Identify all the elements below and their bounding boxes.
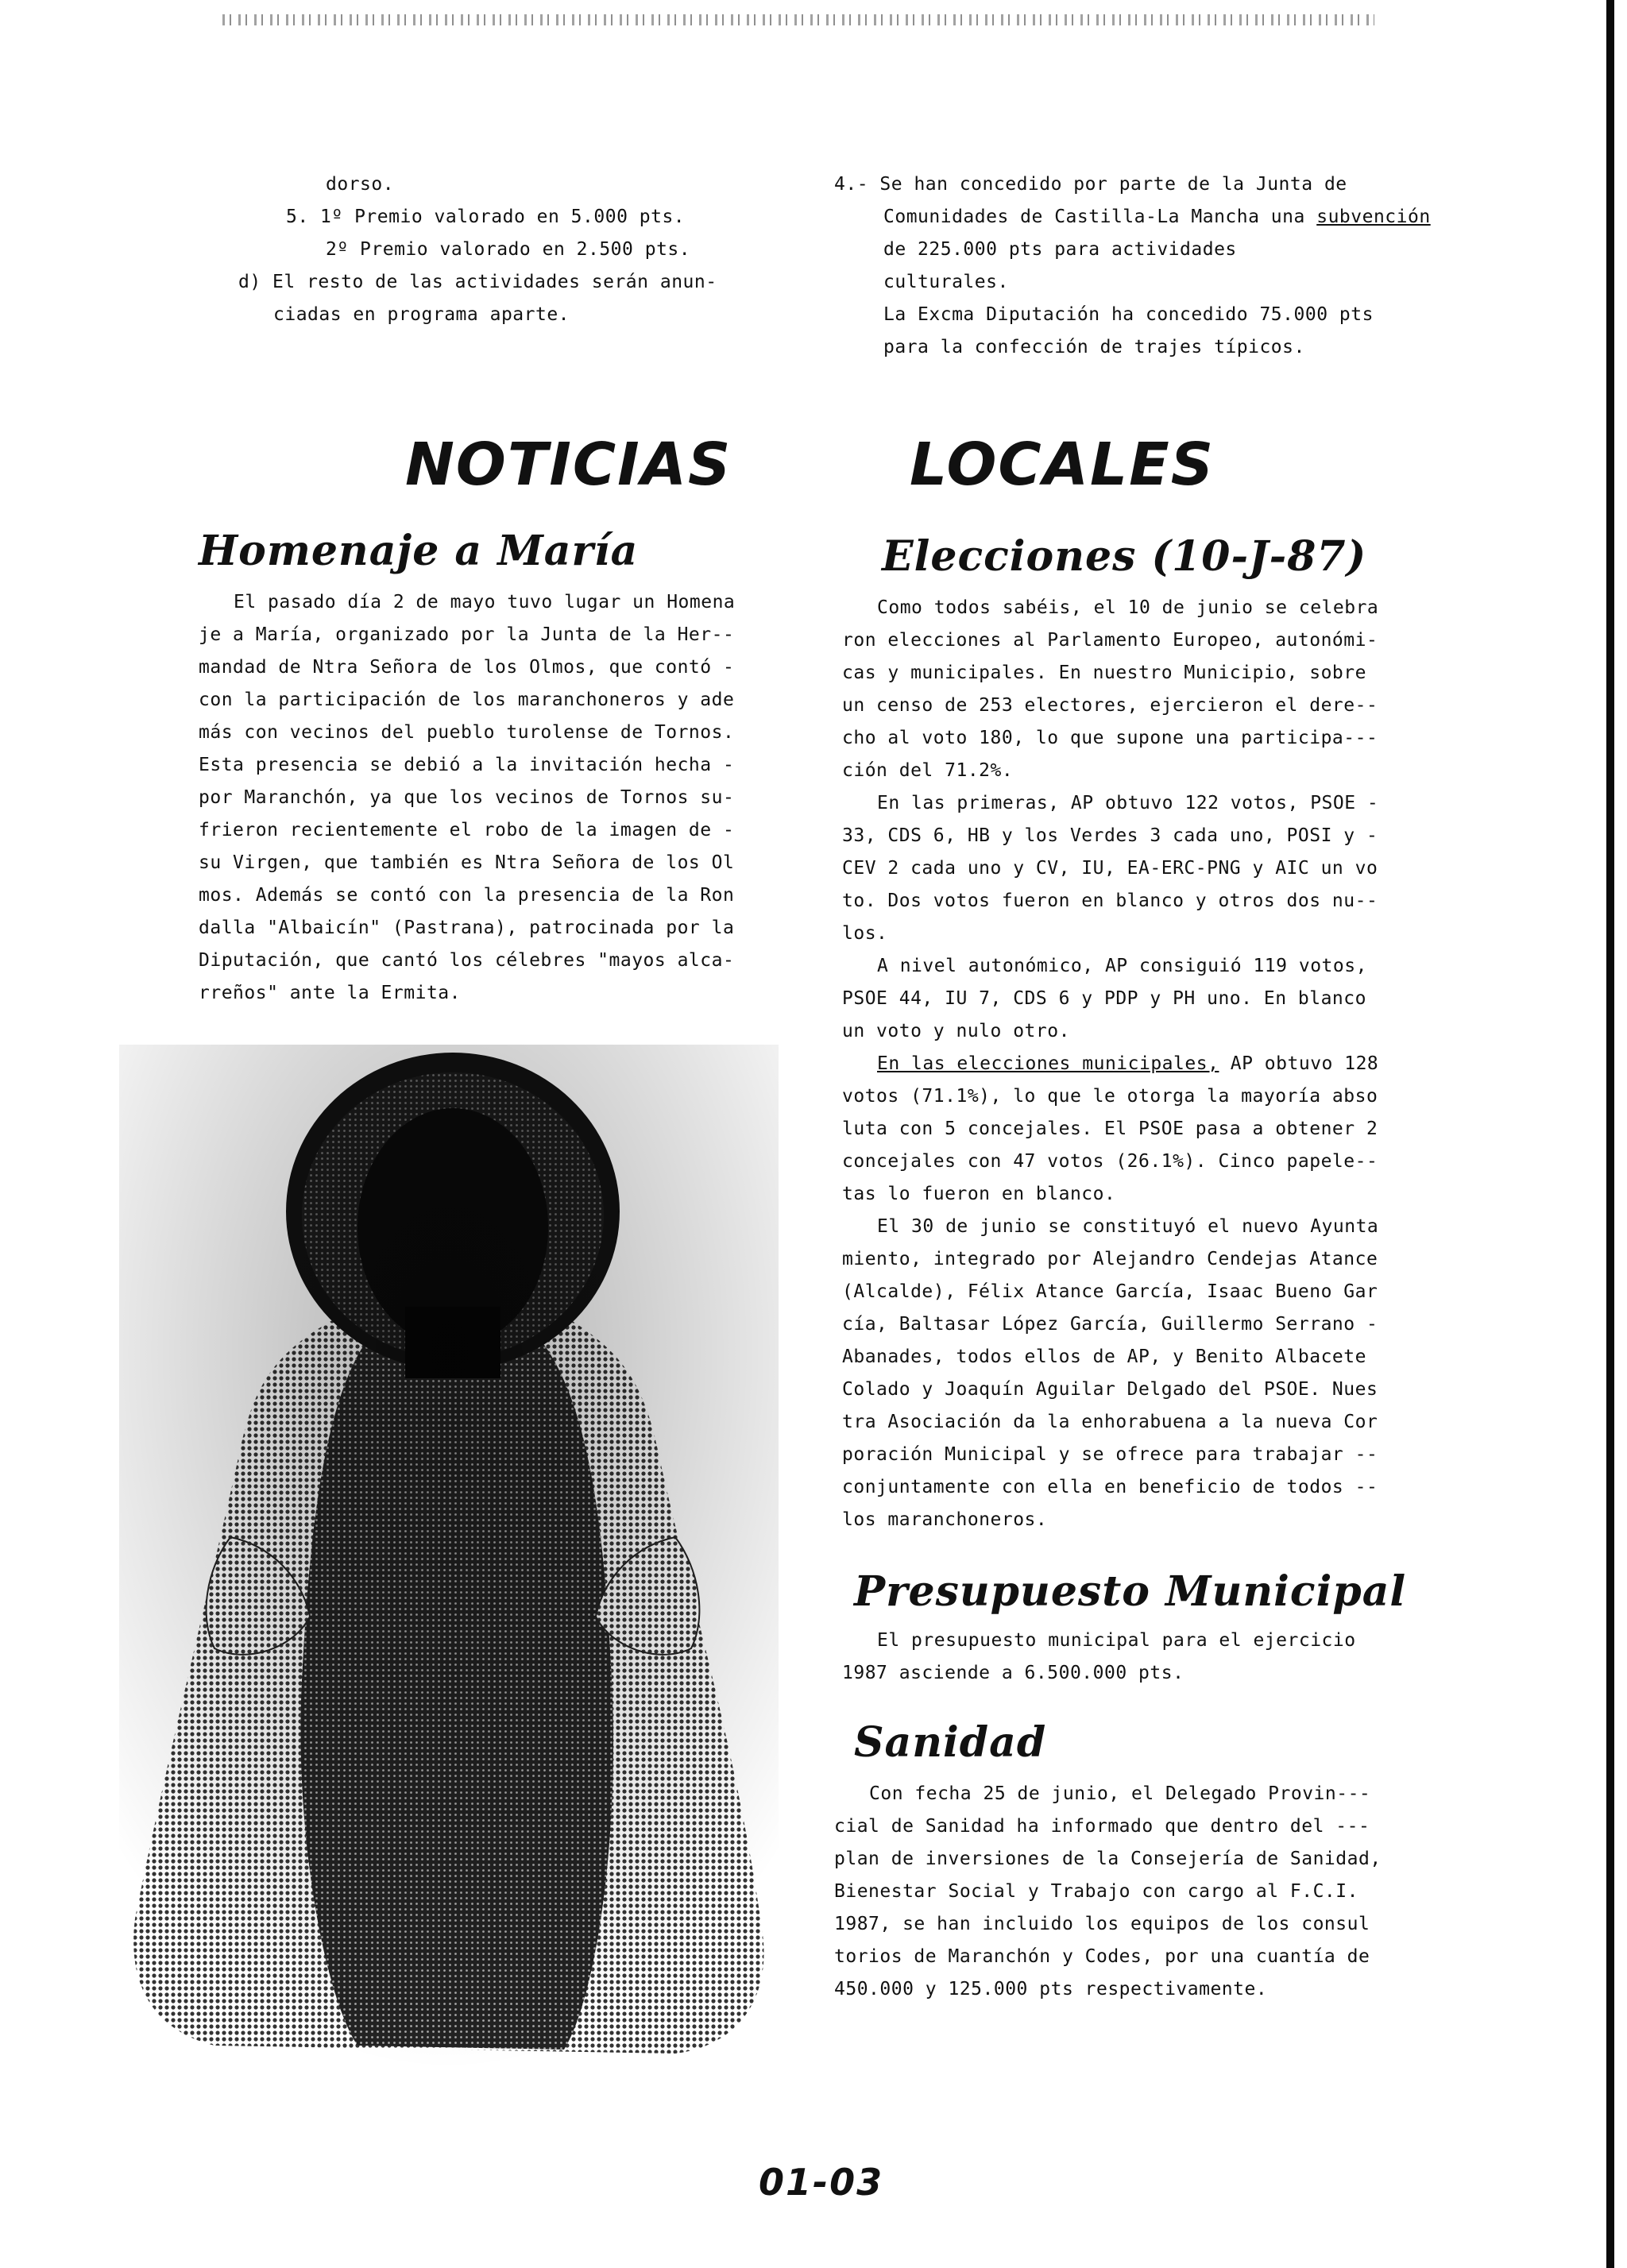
section-title-sanidad: Sanidad <box>854 1718 1047 1767</box>
body-line: por Maranchón, ya que los vecinos de Tornos su- <box>199 787 735 808</box>
underlined-phrase: En las elecciones municipales, <box>877 1053 1219 1074</box>
body-line: los. <box>842 923 888 944</box>
section-title-homenaje: Homenaje a María <box>199 527 639 575</box>
list-line: d) El resto de las actividades serán anun- <box>238 272 717 292</box>
body-line: votos (71.1%), lo que le otorga la mayoría abso <box>842 1086 1378 1107</box>
body-line: ción del 71.2%. <box>842 760 1014 781</box>
underlined-word: subvención <box>1316 207 1431 227</box>
body-line: luta con 5 concejales. El PSOE pasa a obtener 2 <box>842 1119 1378 1139</box>
body-line: CEV 2 cada uno y CV, IU, EA-ERC-PNG y AIC un vo <box>842 858 1378 879</box>
body-line: El 30 de junio se constituyó el nuevo Ayunta <box>877 1216 1379 1237</box>
body-line: Abanades, todos ellos de AP, y Benito Albacete <box>842 1347 1366 1367</box>
presupuesto-body <box>842 1625 1557 1690</box>
homenaje-body <box>199 586 818 1010</box>
scan-edge-rule <box>1606 0 1614 2268</box>
section-title-elecciones: Elecciones (10-J-87) <box>882 532 1367 581</box>
top-right-item <box>834 168 1549 364</box>
body-line: Con fecha 25 de junio, el Delegado Provin--- <box>869 1783 1371 1804</box>
body-line: Bienestar Social y Trabajo con cargo al F.C.I. <box>834 1881 1358 1902</box>
top-left-list <box>238 168 794 331</box>
headline-right: LOCALES <box>910 431 1215 499</box>
body-line: ron elecciones al Parlamento Europeo, autonómi- <box>842 630 1378 651</box>
body-line: cía, Baltasar López García, Guillermo Serrano - <box>842 1314 1378 1335</box>
body-line: concejales con 47 votos (26.1%). Cinco papele-- <box>842 1151 1378 1172</box>
body-line: je a María, organizado por la Junta de la Her-- <box>199 624 735 645</box>
item-number: 4.- <box>834 174 869 195</box>
elecciones-body <box>842 592 1557 1536</box>
body-line: con la participación de los maranchoneros y ade <box>199 690 735 710</box>
body-line: 33, CDS 6, HB y los Verdes 3 cada uno, POSI y - <box>842 825 1378 846</box>
body-line: más con vecinos del pueblo turolense de Tornos. <box>199 722 735 743</box>
item-line: Comunidades de Castilla-La Mancha una subvención <box>883 207 1431 227</box>
body-line: conjuntamente con ella en beneficio de todos -- <box>842 1477 1378 1497</box>
body-line: un censo de 253 electores, ejercieron el dere-- <box>842 695 1378 716</box>
scan-noise-top <box>222 14 1374 25</box>
body-line: El presupuesto municipal para el ejercicio <box>877 1630 1356 1651</box>
body-line: miento, integrado por Alejandro Cendejas Atance <box>842 1249 1378 1269</box>
body-line: torios de Maranchón y Codes, por una cuantía de <box>834 1946 1370 1967</box>
body-line: su Virgen, que también es Ntra Señora de los Ol <box>199 852 735 873</box>
body-line: un voto y nulo otro. <box>842 1021 1070 1041</box>
item-line: La Excma Diputación ha concedido 75.000 pts <box>883 304 1374 325</box>
body-line: cho al voto 180, lo que supone una participa--- <box>842 728 1378 748</box>
page-number: 01-03 <box>759 2161 884 2204</box>
list-line: 5. 1º Premio valorado en 5.000 pts. <box>286 207 686 227</box>
headline-left: NOTICIAS <box>405 431 732 499</box>
body-line: (Alcalde), Félix Atance García, Isaac Bueno Gar <box>842 1281 1378 1302</box>
body-line: tas lo fueron en blanco. <box>842 1184 1116 1204</box>
item-line: de 225.000 pts para actividades <box>883 239 1237 260</box>
body-line: 1987, se han incluido los equipos de los consul <box>834 1914 1370 1934</box>
body-line: Esta presencia se debió a la invitación hecha - <box>199 755 735 775</box>
body-line: Colado y Joaquín Aguilar Delgado del PSOE. Nues <box>842 1379 1378 1400</box>
section-title-presupuesto: Presupuesto Municipal <box>854 1567 1407 1616</box>
body-line: tra Asociación da la enhorabuena a la nueva Cor <box>842 1412 1378 1432</box>
item-line: culturales. <box>883 272 1009 292</box>
body-line: poración Municipal y se ofrece para trabajar -- <box>842 1444 1378 1465</box>
list-line: dorso. <box>326 174 395 195</box>
virgin-statue-photo <box>119 1045 779 2069</box>
body-line: rreños" ante la Ermita. <box>199 983 461 1003</box>
body-line: PSOE 44, IU 7, CDS 6 y PDP y PH uno. En blanco <box>842 988 1366 1009</box>
body-line: En las elecciones municipales, AP obtuvo 128 <box>877 1053 1379 1074</box>
body-line: to. Dos votos fueron en blanco y otros dos nu-- <box>842 891 1378 911</box>
item-line: para la confección de trajes típicos. <box>883 337 1305 357</box>
body-line: mos. Además se contó con la presencia de la Ron <box>199 885 735 906</box>
body-line: cial de Sanidad ha informado que dentro del --- <box>834 1816 1370 1837</box>
body-line: 450.000 y 125.000 pts respectivamente. <box>834 1979 1268 1999</box>
body-line: A nivel autonómico, AP consiguió 119 votos, <box>877 956 1367 976</box>
body-line: El pasado día 2 de mayo tuvo lugar un Homena <box>234 592 736 612</box>
item-line: 4.- Se han concedido por parte de la Junta de <box>834 174 1347 195</box>
body-line: mandad de Ntra Señora de los Olmos, que contó - <box>199 657 735 678</box>
body-line: frieron recientemente el robo de la imagen de - <box>199 820 735 840</box>
body-line: los maranchoneros. <box>842 1509 1048 1530</box>
body-line: plan de inversiones de la Consejería de Sanidad, <box>834 1849 1382 1869</box>
body-line: dalla "Albaicín" (Pastrana), patrocinada por la <box>199 918 735 938</box>
body-line: Diputación, que cantó los célebres "mayos alca- <box>199 950 735 971</box>
body-line: cas y municipales. En nuestro Municipio, sobre <box>842 663 1366 683</box>
body-line: En las primeras, AP obtuvo 122 votos, PSOE - <box>877 793 1379 813</box>
list-line: 2º Premio valorado en 2.500 pts. <box>326 239 691 260</box>
body-line: 1987 asciende a 6.500.000 pts. <box>842 1663 1185 1683</box>
body-line: Como todos sabéis, el 10 de junio se celebra <box>877 597 1379 618</box>
sanidad-body <box>834 1778 1557 2006</box>
list-line: ciadas en programa aparte. <box>273 304 570 325</box>
